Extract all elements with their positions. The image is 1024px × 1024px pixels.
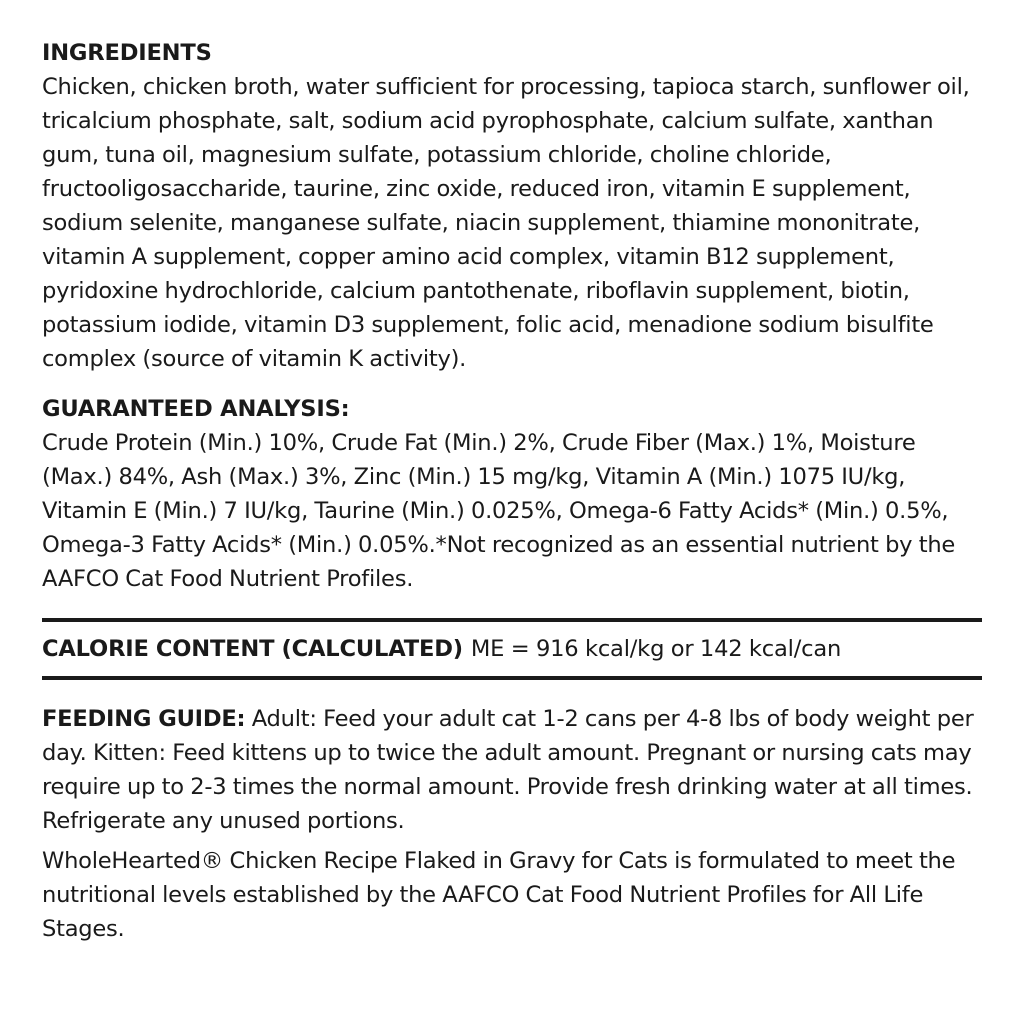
feeding-guide-text: Adult: Feed your adult cat 1-2 cans per 4-8 lbs of body weight per day. Kitten: Feed kittens up to twice the adult amount. Pregnant or nursing cats may require up to 2-3 times the normal amount. Provide fresh drinking water at all times. Refrigerate any unused portions.	[42, 706, 974, 834]
feeding-guide-heading: FEEDING GUIDE:	[42, 706, 246, 732]
calorie-content-row	[42, 622, 982, 676]
calorie-content-value: ME = 916 kcal/kg or 142 kcal/can	[470, 636, 842, 662]
divider-bottom	[42, 676, 982, 680]
guaranteed-analysis-section	[42, 392, 982, 596]
guaranteed-analysis-heading: GUARANTEED ANALYSIS:	[42, 396, 350, 422]
ingredients-section	[42, 36, 982, 376]
ingredients-list: Chicken, chicken broth, water sufficient for processing, tapioca starch, sunflower oil, tricalcium phosphate, salt, sodium acid pyrophosphate, calcium sulfate, xanthan gum, tuna oil, magnesium sulfate, potassium chloride, choline chloride, fructooligosaccharide, taurine, zinc oxide, reduced iron, vitamin E supplement, sodium selenite, manganese sulfate, niacin supplement, thiamine mononitrate, vitamin A supplement, copper amino acid complex, vitamin B12 supplement, pyridoxine hydrochloride, calcium pantothenate, riboflavin supplement, biotin, potassium iodide, vitamin D3 supplement, folic acid, menadione sodium bisulfite complex (source of vitamin K activity).	[42, 74, 970, 372]
guaranteed-analysis-text: Crude Protein (Min.) 10%, Crude Fat (Min.) 2%, Crude Fiber (Max.) 1%, Moisture (Max.) 84%, Ash (Max.) 3%, Zinc (Min.) 15 mg/kg, Vitamin A (Min.) 1075 IU/kg, Vitamin E (Min.) 7 IU/kg, Taurine (Min.) 0.025%, Omega-6 Fatty Acids* (Min.) 0.5%, Omega-3 Fatty Acids* (Min.) 0.05%.*Not recognized as an essential nutrient by the AAFCO Cat Food Nutrient Profiles.	[42, 430, 956, 592]
aafco-statement: WholeHearted® Chicken Recipe Flaked in Gravy for Cats is formulated to meet the nutritional levels established by the AAFCO Cat Food Nutrient Profiles for All Life Stages.	[42, 848, 956, 942]
ingredients-heading: INGREDIENTS	[42, 40, 212, 66]
calorie-content-heading: CALORIE CONTENT (CALCULATED)	[42, 636, 463, 662]
feeding-guide-section	[42, 702, 982, 838]
